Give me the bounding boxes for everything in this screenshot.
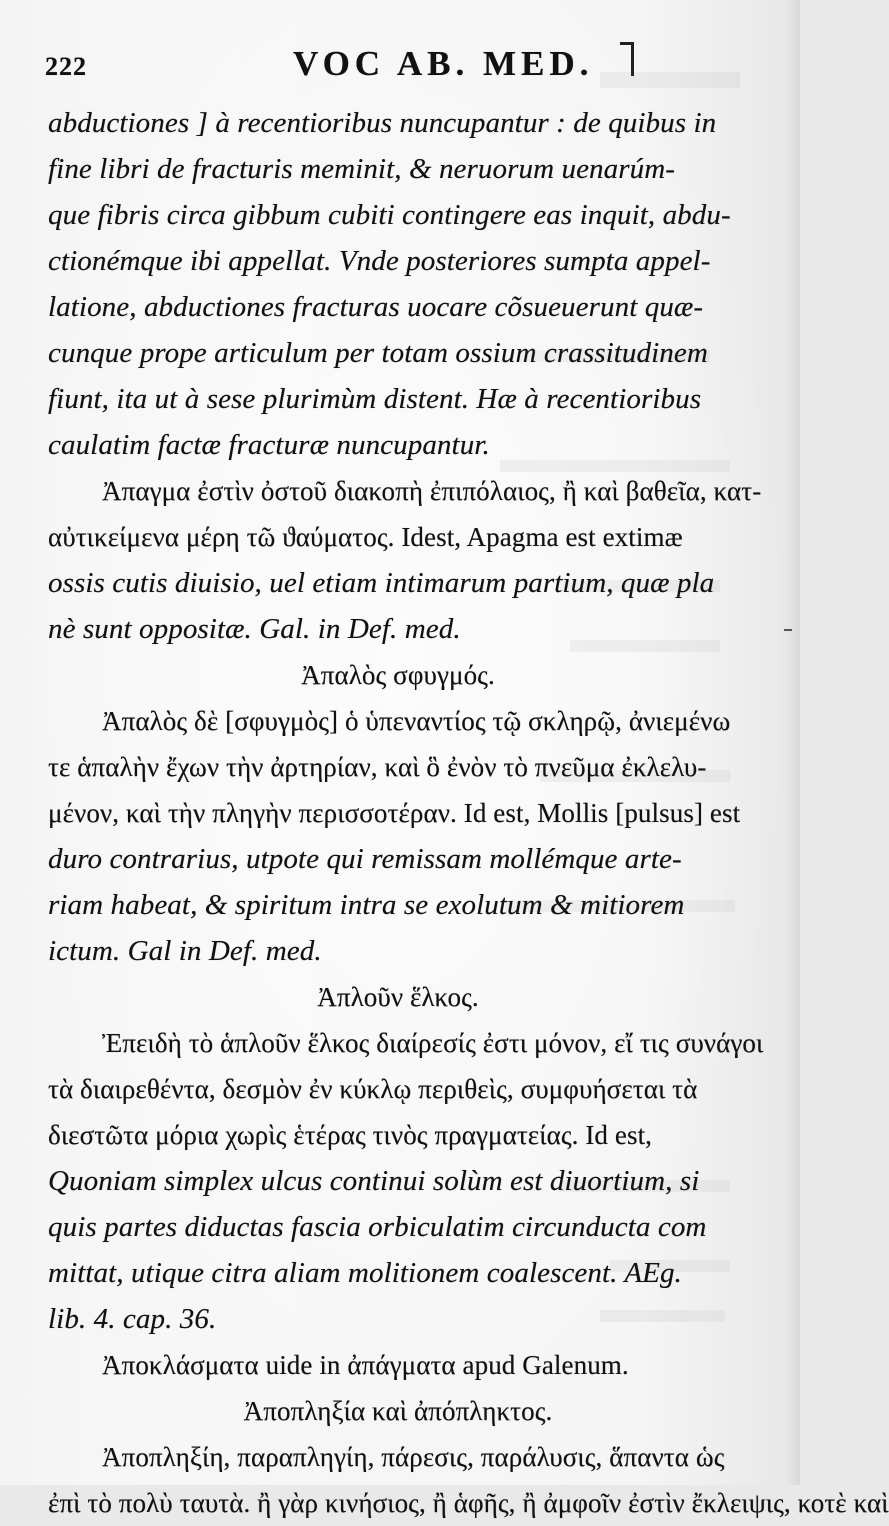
text-line-19: ictum. Gal in Def. med. — [48, 935, 322, 967]
section-heading-apalos-sphygmos: Ἀπαλὸς σφυγμός. — [301, 660, 495, 690]
page-header — [45, 40, 745, 90]
text-line-16: μένον, καὶ τὴν πληγὴν περισσοτέραν. Id est, Mollis [pulsus] est — [48, 798, 741, 828]
text-line-11: ossis cutis diuisio, uel etiam intimarum partium, quæ pla — [48, 567, 715, 599]
text-line-31: ἐπὶ τὸ πολὺ ταυτὰ. ἢ γὰρ κινήσιος, ἢ ἁφῆς, ἢ ἀμφοῖν ἐστὶν ἔκλειψις, κοτὲ καὶ — [48, 1488, 889, 1518]
text-line-3: que fibris circa gibbum cubiti contingere eas inquit, abdu- — [48, 199, 731, 231]
margin-mark — [784, 629, 792, 631]
text-line-22: τὰ διαιρεθέντα, δεσμὸν ἐν κύκλῳ περιθεὶς, συμφυήσεται τὰ — [48, 1074, 698, 1104]
text-line-9: Ἀπαγμα ἐστὶν ὀστοῦ διακοπὴ ἐπιπόλαιος, ἢ καὶ βαθεῖα, κατ- — [102, 476, 762, 506]
page-edge-shadow — [784, 0, 800, 1485]
text-line-8: caulatim factæ fracturæ nuncupantur. — [48, 429, 490, 461]
text-line-24: Quoniam simplex ulcus continui solùm est diuortium, si — [48, 1165, 700, 1197]
text-line-6: cunque prope articulum per totam ossium crassitudinem — [48, 337, 708, 369]
text-line-14: Ἀπαλὸς δὲ [σφυγμὸς] ὁ ὑπεναντίος τῷ σκληρῷ, ἀνιεμένω — [102, 706, 731, 736]
text-line-27: lib. 4. cap. 36. — [48, 1303, 217, 1335]
text-line-28: Ἀποκλάσματα uide in ἀπάγματα apud Galenum. — [102, 1350, 629, 1380]
text-line-10: αὐτικείμενα μέρη τῶ ϑαύματος. Idest, Apagma est extimæ — [48, 522, 683, 552]
text-line-23: διεστῶτα μόρια χωρὶς ἑτέρας τινὸς πραγματείας. Id est, — [48, 1120, 653, 1150]
running-title: VOC AB. MED. — [293, 44, 594, 83]
text-line-17: duro contrarius, utpote qui remissam mollémque arte- — [48, 843, 682, 875]
section-heading-apoplexia: Ἀποπληξία καὶ ἀπόπληκτος. — [243, 1396, 553, 1426]
text-line-4: ctionémque ibi appellat. Vnde posteriores sumpta appel- — [48, 245, 711, 277]
text-line-15: τε ἁπαλὴν ἔχων τὴν ἀρτηρίαν, καὶ ὃ ἐνὸν τὸ πνεῦμα ἐκλελυ- — [48, 752, 707, 782]
text-line-12: nè sunt oppositæ. Gal. in Def. med. — [48, 613, 461, 645]
text-line-7: fiunt, ita ut à sese plurimùm distent. Hæ à recentioribus — [48, 383, 702, 415]
text-line-18: riam habeat, & spiritum intra se exolutum & mitiorem — [48, 889, 685, 921]
text-line-2: fine libri de fracturis meminit, & neruorum uenarúm- — [48, 153, 676, 185]
page-number: 222 — [45, 52, 87, 81]
text-line-1: abductiones ] à recentioribus nuncupantur : de quibus in — [48, 107, 717, 139]
main-text — [48, 100, 889, 1526]
text-line-21: Ἐπειδὴ τὸ ἁπλοῦν ἕλκος διαίρεσίς ἐστι μόνον, εἴ τις συνάγοι — [102, 1028, 764, 1058]
text-line-26: mittat, utique citra aliam molitionem coalescent. AEg. — [48, 1257, 682, 1289]
text-line-5: latione, abductiones fracturas uocare cõsueuerunt quæ- — [48, 291, 704, 323]
section-heading-haploun-helkos: Ἀπλοῦν ἕλκος. — [317, 982, 479, 1012]
text-line-25: quis partes diductas fascia orbiculatim circunducta com — [48, 1211, 707, 1243]
corner-bracket-mark — [620, 42, 634, 76]
text-line-30: Ἀποπληξίη, παραπληγίη, πάρεσις, παράλυσις, ἅπαντα ὡς — [102, 1442, 725, 1472]
